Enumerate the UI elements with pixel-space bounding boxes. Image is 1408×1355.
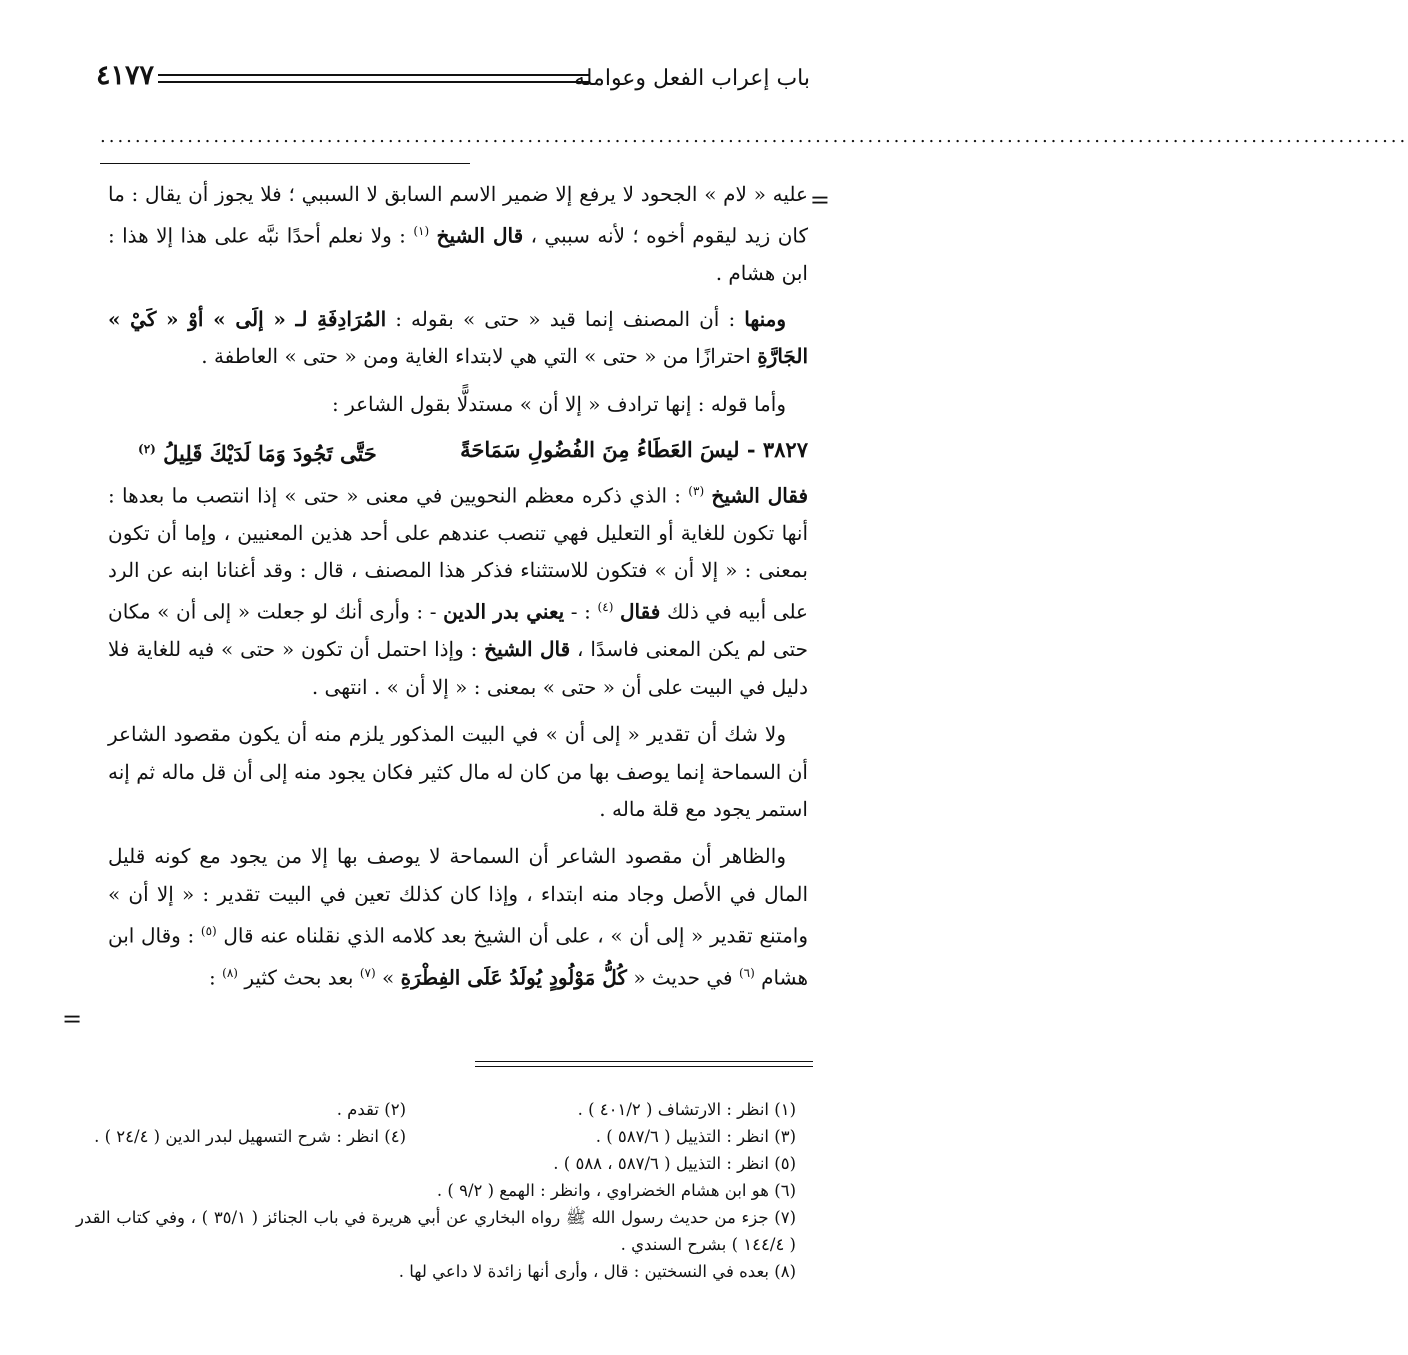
running-header [90,60,810,98]
page-number: ٤١٧٧ [96,60,155,91]
paragraph: والظاهر أن مقصود الشاعر أن السماحة لا يوصف بها إلا من يجود مع كونه قليل المال في الأصل وجاد منه ابتداء ، وإذا كان كذلك تعين في البيت تقدير : « إلا أن » وامتنع تقدير « إلى أن » ، على أن الشيخ بعد كلامه الذي نقلناه عنه قال $^{(٥)}$ : وقال ابن هشام $^{(٦)}$ في حديث « كُلُّ مَوْلُودٍ يُولَدُ عَلَى الفِطْرَةِ » $^{(٧)}$ بعد بحث كثير $^{(٨)}$ : [108,844,809,990]
footnote-separator [475,1061,813,1062]
footnote-ref: (٦) [738,966,755,981]
footnote-ref: (٥) [200,924,217,939]
main-text [108,176,808,1007]
continuation-rule [100,163,470,164]
dotted-separator: ...................................................................................................................................................... [100,126,1408,147]
footnote: (٧) جزء من حديث رسول الله ﷺ رواه البخاري عن أبي هريرة في باب الجنائز ( ٣٥/١ ) ، وفي كتاب القدر ( ١٤٤/٤ ) بشرح السندي . [76,1208,797,1254]
paragraph: عليه « لام » الجحود لا يرفع إلا ضمير الاسم السابق لا السببي ؛ فلا يجوز أن يقال : ما كان زيد ليقوم أخوه ؛ لأنه سببي ، قال الشيخ $^{(١)}$ : ولا نعلم أحدًا نبَّه على هذا إلا هذا : ابن هشام . [108,182,809,286]
footnote-ref: (٢) [138,442,156,457]
poem-verse [108,431,808,472]
footnote: (٦) هو ابن هشام الخضراوي ، وانظر : الهمع ( ٩/٢ ) . [436,1181,796,1200]
footnote-separator [475,1066,813,1067]
footnote-ref: (٤) [597,600,614,615]
footnote: (٨) بعده في النسختين : قال ، وأرى أنها زائدة لا داعي لها . [398,1262,796,1281]
continuation-mark-end: = [62,1005,83,1033]
verse-second-half: حَتَّى تَجُودَ وَمَا لَدَيْكَ قَلِيلُ [163,441,377,467]
footnotes [76,1096,796,1285]
footnote-ref: (٣) [688,483,705,498]
verse-first-half: ليسَ العَطَاءُ مِنَ الفُضُولِ سَمَاحَةً [460,437,740,463]
paragraph: وأما قوله : إنها ترادف « إلا أن » مستدلًّا بقول الشاعر : [331,391,786,416]
chapter-title: باب إعراب الفعل وعوامله [573,66,810,91]
continuation-mark-start: = [809,186,830,214]
footnote: (٤) انظر : شرح التسهيل لبدر الدين ( ٢٤/٤ ) . [94,1127,406,1146]
footnote: (٣) انظر : التذييل ( ٥٨٧/٦ ) . [595,1127,796,1146]
paragraph: ولا شك أن تقدير « إلى أن » في البيت المذكور يلزم منه أن يكون مقصود الشاعر أن السماحة إنما يوصف بها من كان له مال كثير فكان يجود منه إلى أن قل ماله ثم إنه استمر يجود مع قلة ماله . [108,722,808,822]
footnote-ref: (٨) [222,966,238,981]
footnote: (١) انظر : الارتشاف ( ٤٠١/٢ ) . [577,1100,796,1119]
footnote-ref: (٧) [359,966,376,981]
paragraph: فقال الشيخ $^{(٣)}$ : الذي ذكره معظم النحويين في معنى « حتى » إذا انتصب ما بعدها : أنها تكون للغاية أو التعليل فهي تنصب عندهم على أحد هذين المعنيين ، وإما أن تكون بمعنى : « إلا أن » فتكون للاستثناء فذكر هذا المصنف ، قال : وقد أغنانا ابنه عن الرد على أبيه في ذلك فقال $^{(٤)}$ : - يعني بدر الدين - : وأرى أنك لو جعلت « إلى أن » مكان حتى لم يكن المعنى فاسدًا ، قال الشيخ : وإذا احتمل أن تكون « حتى » فيه للغاية فلا دليل في البيت على أن « حتى » بمعنى : « إلا أن » . انتهى . [108,483,809,699]
footnote-ref: (١) [413,224,430,239]
verse-number: ٣٨٢٧ - [746,437,808,463]
footnote: (٢) تقدم . [336,1100,406,1119]
paragraph: ومنها : أن المصنف إنما قيد « حتى » بقوله : المُرَادِفَةِ لـ « إلَى » أوْ « كَيْ » الجَارَّةِ احترازًا من « حتى » التي هي لابتداء الغاية ومن « حتى » العاطفة . [108,306,808,369]
header-rule [158,74,590,76]
header-rule [158,81,590,83]
footnote: (٥) انظر : التذييل ( ٥٨٧/٦ ، ٥٨٨ ) . [553,1154,796,1173]
